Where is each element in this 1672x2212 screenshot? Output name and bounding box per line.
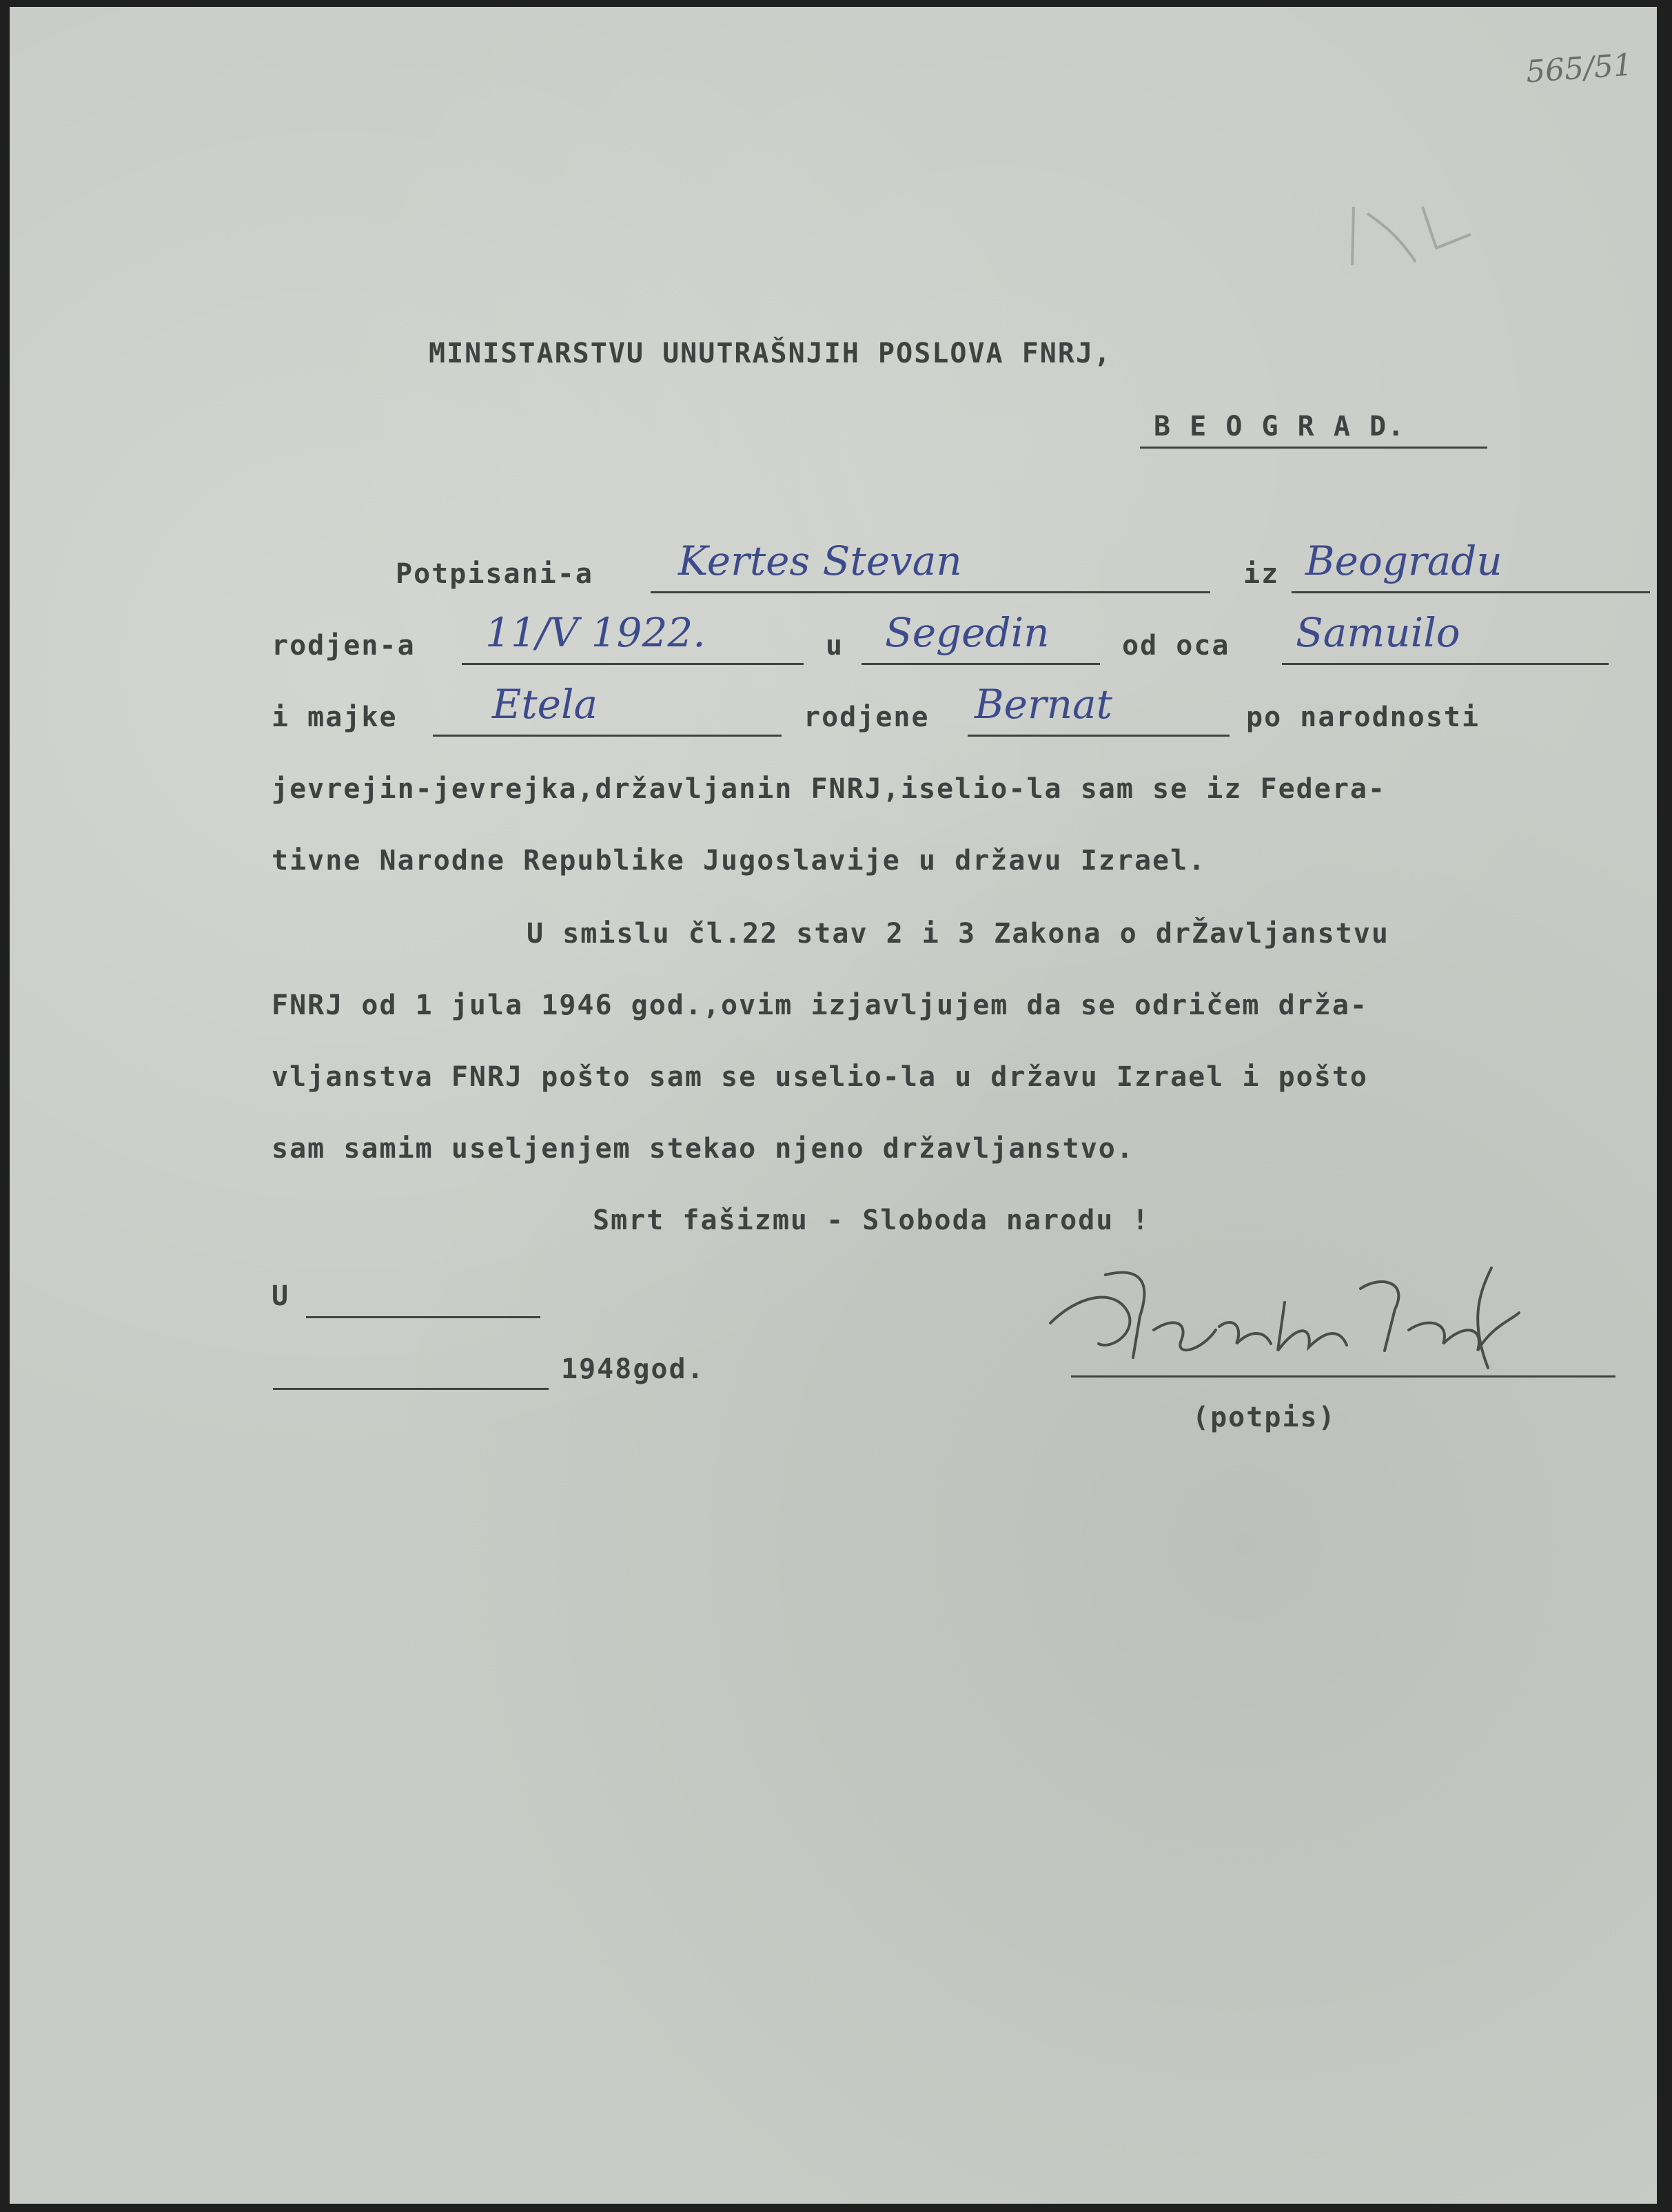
residence-line <box>1292 591 1650 593</box>
birth-date-line <box>462 663 804 665</box>
birth-date-handwritten: 11/V 1922. <box>485 609 706 656</box>
slogan: Smrt fašizmu - Sloboda narodu ! <box>593 1205 1150 1236</box>
body-line-1: jevrejin-jevrejka,državljanin FNRJ,iselio-la sam se iz Federa- <box>272 773 1387 805</box>
document-page <box>10 7 1657 2204</box>
body-line-4: FNRJ od 1 jula 1946 god.,ovim izjavljujem da se odričem drža- <box>272 990 1369 1021</box>
mother-line <box>433 735 782 737</box>
residence-handwritten: Beogradu <box>1305 537 1502 584</box>
city-heading: B E O G R A D. <box>1154 411 1406 442</box>
date-line <box>273 1388 549 1390</box>
signature-caption: (potpis) <box>1192 1402 1336 1433</box>
father-handwritten: Samuilo <box>1296 609 1460 656</box>
recipient-heading: MINISTARSTVU UNUTRAŠNJIH POSLOVA FNRJ, <box>429 338 1112 369</box>
maiden-handwritten: Bernat <box>975 681 1112 728</box>
from-label: iz <box>1243 558 1280 590</box>
signature-line <box>1071 1375 1615 1378</box>
body-line-2: tivne Narodne Republike Jugoslavije u državu Izrael. <box>272 845 1207 877</box>
body-line-5: vljanstva FNRJ pošto sam se uselio-la u državu Izrael i pošto <box>272 1061 1369 1093</box>
body-line-3: U smislu čl.22 stav 2 i 3 Zakona o drŽavljanstvu <box>527 918 1389 950</box>
body-line-6: sam samim useljenjem stekao njeno državljanstvo. <box>272 1133 1134 1165</box>
city-underline <box>1140 447 1487 449</box>
father-line <box>1282 663 1609 665</box>
pencil-mark <box>1340 186 1491 276</box>
place-line <box>306 1316 540 1318</box>
in-label: u <box>826 630 844 662</box>
signed-label: Potpisani-a <box>396 558 593 590</box>
archive-number: 565/51 <box>1525 47 1634 90</box>
born-label: rodjen-a <box>272 630 416 662</box>
name-handwritten: Kertes Stevan <box>678 537 962 584</box>
birth-place-handwritten: Segedin <box>885 609 1050 656</box>
year-text: 1948god. <box>561 1353 705 1385</box>
mother-label: i majke <box>272 702 398 733</box>
maiden-line <box>968 735 1230 737</box>
maiden-label: rodjene <box>804 702 930 733</box>
signature-image <box>1037 1247 1547 1385</box>
mother-handwritten: Etela <box>492 681 598 728</box>
name-line <box>651 591 1210 593</box>
place-prefix: U <box>272 1280 290 1312</box>
birth-place-line <box>862 663 1100 665</box>
nationality-label: po narodnosti <box>1246 702 1480 733</box>
father-label: od oca <box>1122 630 1230 662</box>
